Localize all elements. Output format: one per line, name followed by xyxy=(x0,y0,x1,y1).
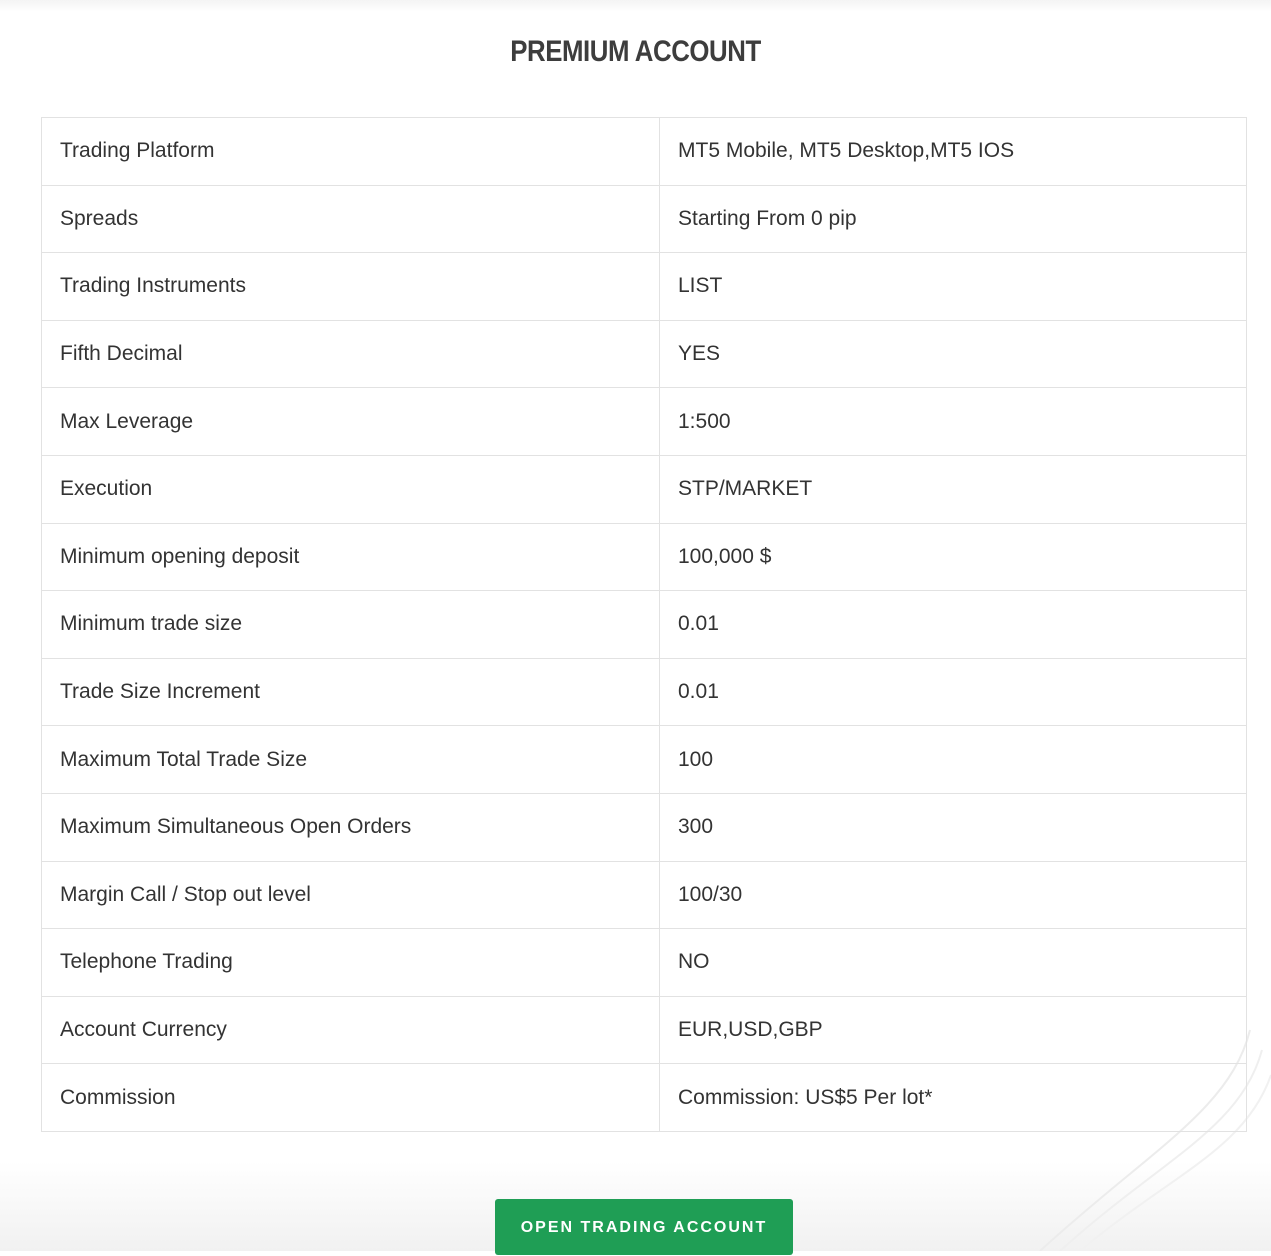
row-label-maximum-total-trade-size: Maximum Total Trade Size xyxy=(42,726,660,794)
page-title: PREMIUM ACCOUNT xyxy=(510,35,761,68)
table-row xyxy=(42,320,1247,388)
top-shade xyxy=(0,0,1271,12)
row-label-minimum-trade-size: Minimum trade size xyxy=(42,591,660,659)
table-row xyxy=(42,591,1247,659)
open-trading-account-button[interactable]: OPEN TRADING ACCOUNT xyxy=(495,1199,793,1255)
account-specs-table xyxy=(41,117,1247,1132)
table-row xyxy=(42,996,1247,1064)
row-label-minimum-opening-deposit: Minimum opening deposit xyxy=(42,523,660,591)
table-row xyxy=(42,118,1247,186)
table-row xyxy=(42,388,1247,456)
table-row xyxy=(42,793,1247,861)
row-label-execution: Execution xyxy=(42,455,660,523)
row-value-maximum-total-trade-size: 100 xyxy=(660,726,1247,794)
table-row xyxy=(42,185,1247,253)
row-value-trading-instruments: LIST xyxy=(660,253,1247,321)
row-value-maximum-simultaneous-open-orders: 300 xyxy=(660,793,1247,861)
table-row xyxy=(42,1064,1247,1132)
row-value-margin-call-stop-out: 100/30 xyxy=(660,861,1247,929)
row-value-minimum-opening-deposit: 100,000 $ xyxy=(660,523,1247,591)
row-value-max-leverage: 1:500 xyxy=(660,388,1247,456)
row-value-fifth-decimal: YES xyxy=(660,320,1247,388)
row-value-trade-size-increment: 0.01 xyxy=(660,658,1247,726)
row-value-commission: Commission: US$5 Per lot* xyxy=(660,1064,1247,1132)
table-row xyxy=(42,658,1247,726)
table-row xyxy=(42,929,1247,997)
row-label-account-currency: Account Currency xyxy=(42,996,660,1064)
row-label-maximum-simultaneous-open-orders: Maximum Simultaneous Open Orders xyxy=(42,793,660,861)
table-row xyxy=(42,253,1247,321)
row-value-trading-platform: MT5 Mobile, MT5 Desktop,MT5 IOS xyxy=(660,118,1247,186)
row-label-margin-call-stop-out: Margin Call / Stop out level xyxy=(42,861,660,929)
row-label-fifth-decimal: Fifth Decimal xyxy=(42,320,660,388)
row-label-spreads: Spreads xyxy=(42,185,660,253)
row-value-execution: STP/MARKET xyxy=(660,455,1247,523)
table-row xyxy=(42,523,1247,591)
row-label-commission: Commission xyxy=(42,1064,660,1132)
row-label-max-leverage: Max Leverage xyxy=(42,388,660,456)
row-label-trading-instruments: Trading Instruments xyxy=(42,253,660,321)
table-row xyxy=(42,726,1247,794)
row-label-trading-platform: Trading Platform xyxy=(42,118,660,186)
row-value-spreads: Starting From 0 pip xyxy=(660,185,1247,253)
row-value-minimum-trade-size: 0.01 xyxy=(660,591,1247,659)
row-value-account-currency: EUR,USD,GBP xyxy=(660,996,1247,1064)
row-value-telephone-trading: NO xyxy=(660,929,1247,997)
table-row xyxy=(42,861,1247,929)
row-label-telephone-trading: Telephone Trading xyxy=(42,929,660,997)
row-label-trade-size-increment: Trade Size Increment xyxy=(42,658,660,726)
table-row xyxy=(42,455,1247,523)
